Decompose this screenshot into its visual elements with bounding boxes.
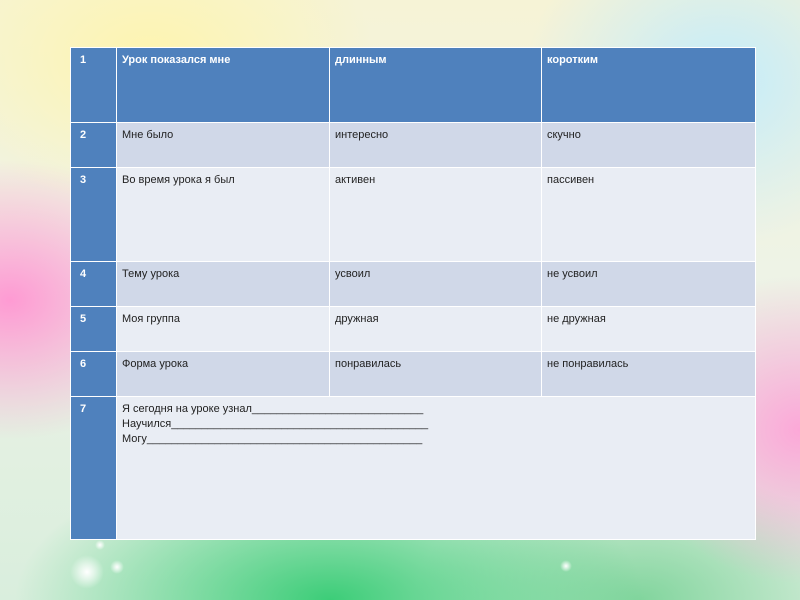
table-row (71, 352, 756, 397)
skill-line: Научился__________________________________________ (122, 418, 429, 430)
can-line: Могу_____________________________________________ (122, 433, 423, 445)
table-row (71, 168, 756, 262)
table-cell: пассивен (542, 168, 756, 262)
table-cell: понравилась (330, 352, 542, 397)
header-cell: длинным (330, 48, 542, 123)
row-number: 7 (71, 397, 117, 540)
table-cell: усвоил (330, 262, 542, 307)
table-cell: Форма урока (117, 352, 330, 397)
header-cell: Урок показался мне (117, 48, 330, 123)
row-number: 2 (71, 123, 117, 168)
sparkle-decoration (95, 540, 105, 550)
row-number: 1 (71, 48, 117, 123)
row-number: 5 (71, 307, 117, 352)
table-cell: активен (330, 168, 542, 262)
header-cell: коротким (542, 48, 756, 123)
row-number: 4 (71, 262, 117, 307)
sparkle-decoration (110, 560, 124, 574)
learned-line: Я сегодня на уроке узнал____________________________ (122, 403, 424, 415)
table-cell: скучно (542, 123, 756, 168)
row-number: 6 (71, 352, 117, 397)
sparkle-decoration (70, 555, 104, 589)
table-cell: Тему урока (117, 262, 330, 307)
table-cell: не дружная (542, 307, 756, 352)
table-cell: Мне было (117, 123, 330, 168)
table-cell: не усвоил (542, 262, 756, 307)
row-number: 3 (71, 168, 117, 262)
table-header-row (71, 48, 756, 123)
table-row (71, 262, 756, 307)
table-cell: дружная (330, 307, 542, 352)
table-cell: не понравилась (542, 352, 756, 397)
table-cell: Во время урока я был (117, 168, 330, 262)
open-answer-cell (117, 397, 756, 540)
table-cell: интересно (330, 123, 542, 168)
sparkle-decoration (560, 560, 572, 572)
table-row (71, 397, 756, 540)
lesson-reflection-table (70, 47, 756, 540)
table-cell: Моя группа (117, 307, 330, 352)
table-row (71, 123, 756, 168)
table-row (71, 307, 756, 352)
